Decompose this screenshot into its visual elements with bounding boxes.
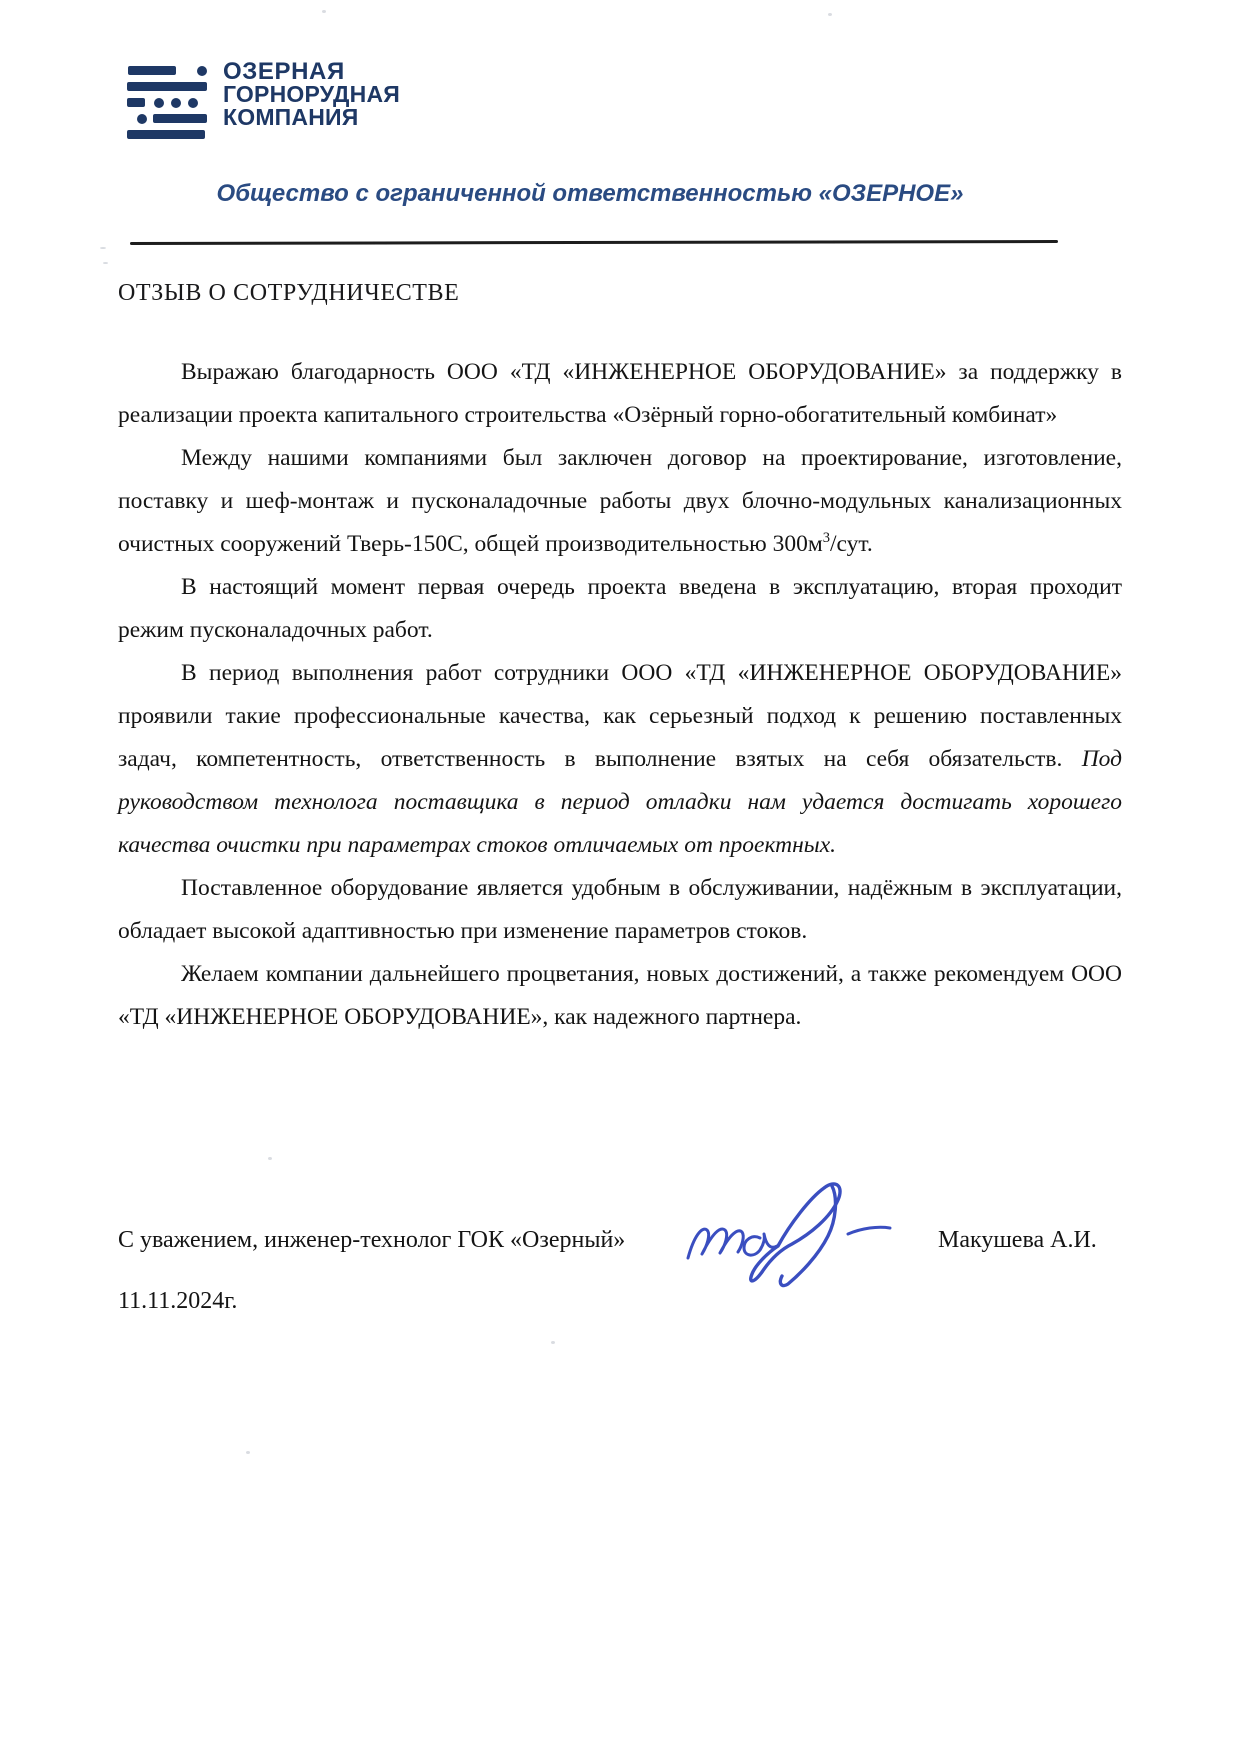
letter-paragraph: Желаем компании дальнейшего процветания, новых достижений, а также рекомендуем ООО «ТД «ИНЖЕНЕРНОЕ ОБОРУДОВАНИЕ», как надежного партнера. [118, 961, 1122, 1030]
logo-mark-row [127, 82, 207, 91]
letter-paragraph: Между нашими компаниями был заключен договор на проектирование, изготовление, поставку и шеф-монтаж и пусконаладочные работы двух блочно-модульных канализационных очистных сооружений Тверь-150С, общей производительностью $300м^3$/сут. [118, 445, 1122, 557]
closing-line: С уважением, инженер-технолог ГОК «Озерный» [118, 1227, 626, 1253]
letter-heading: ОТЗЫВ О СОТРУДНИЧЕСТВЕ [118, 280, 460, 306]
handwritten-signature [680, 1176, 895, 1294]
logo-mark-row [127, 98, 207, 107]
scan-speck [268, 1157, 272, 1160]
scan-speck [828, 13, 832, 16]
scan-speck [551, 1341, 555, 1344]
logo-mark-icon [127, 60, 207, 139]
letter-paragraph: В период выполнения работ сотрудники ООО «ТД «ИНЖЕНЕРНОЕ ОБОРУДОВАНИЕ» проявили такие профессиональные качества, как серьезный подход к решению поставленных задач, компетентность, ответственность в выполнение взятых на себя обязательств. Под руководством технолога поставщика в период отладки нам удается достигать хорошего качества очистки при параметрах стоков отличаемых от проектных. [118, 660, 1122, 858]
logo-mark-row [127, 114, 207, 123]
header-divider [130, 240, 1058, 245]
letter-paragraph: Выражаю благодарность ООО «ТД «ИНЖЕНЕРНОЕ ОБОРУДОВАНИЕ» за поддержку в реализации проекта капитального строительства «Озёрный горно-обогатительный комбинат» [118, 359, 1122, 428]
scan-speck [322, 10, 326, 13]
scan-speck [100, 247, 106, 249]
letter-paragraph: Поставленное оборудование является удобным в обслуживании, надёжным в эксплуатации, обладает высокой адаптивностью при изменение параметров стоков. [118, 875, 1122, 944]
logo-line-1: ОЗЕРНАЯ [223, 58, 345, 85]
scan-speck [246, 1451, 250, 1454]
logo-mark-row [127, 66, 207, 75]
logo-text [223, 60, 400, 129]
logo-mark-row [127, 130, 207, 139]
scan-speck [103, 262, 108, 264]
document-title: Общество с ограниченной ответственностью «ОЗЕРНОЕ» [216, 180, 964, 207]
signature-stroke [751, 1184, 840, 1281]
logo-line-3: КОМПАНИЯ [223, 104, 359, 130]
logo-line-2: ГОРНОРУДНАЯ [223, 81, 400, 107]
company-logo [127, 60, 400, 139]
signature-stroke [848, 1227, 890, 1234]
letter-body [118, 351, 1122, 1039]
signature-stroke [688, 1229, 743, 1258]
letter-date: 11.11.2024г. [118, 1288, 238, 1314]
signer-name: Макушева А.И. [938, 1227, 1097, 1253]
letter-paragraph: В настоящий момент первая очередь проекта введена в эксплуатацию, вторая проходит режим пусконаладочных работ. [118, 574, 1122, 643]
